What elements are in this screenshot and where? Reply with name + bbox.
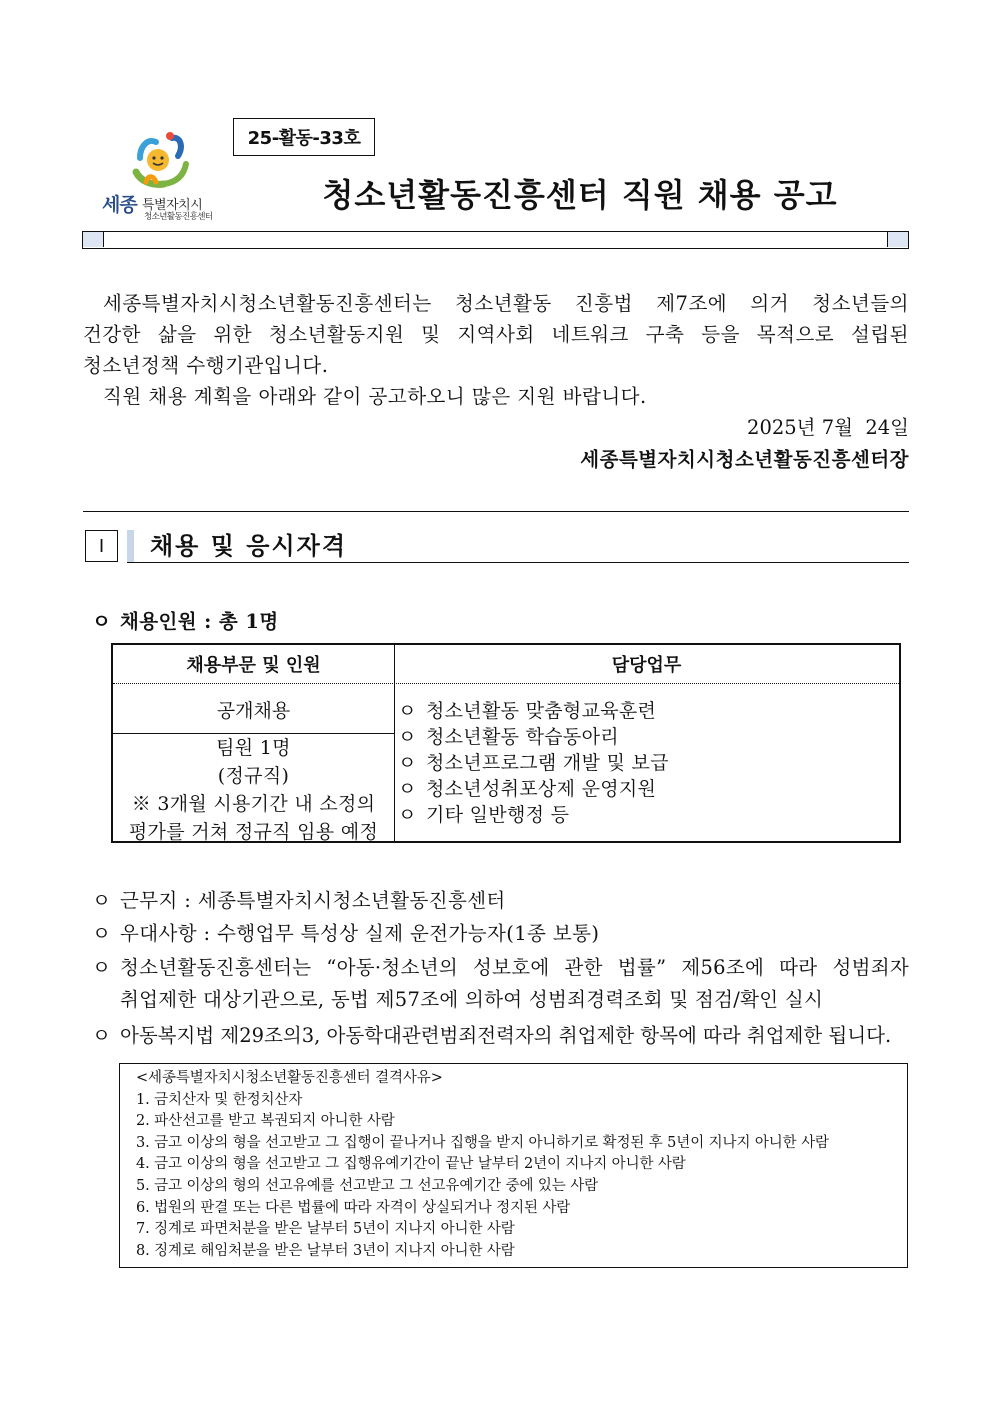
duty-item <box>398 698 669 724</box>
announcement-date: 2025년 7월 24일 <box>747 416 909 439</box>
section-underline <box>127 562 909 563</box>
disqualification-item: 4. 금고 이상의 형을 선고받고 그 집행유예기간이 끝난 날부터 2년이 지나지 아니한 사람 <box>136 1156 686 1173</box>
condition-text: 우대사항 : 수행업무 특성상 실제 운전가능자(1종 보통) <box>120 922 600 945</box>
sejong-emblem-icon <box>126 130 216 192</box>
duty-label: 청소년프로그램 개발 및 보급 <box>426 752 669 774</box>
bullet-icon: ㅇ <box>92 956 112 979</box>
condition-text: 취업제한 대상기관으로, 동법 제57조에 의하여 성범죄경력조회 및 점검/확인 실시 <box>120 988 824 1011</box>
headcount-label: 채용인원 : 총 1명 <box>120 610 279 633</box>
section-number: Ⅰ <box>85 530 118 562</box>
divider <box>83 511 909 512</box>
disqualification-item: 2. 파산선고를 받고 복권되지 아니한 사람 <box>136 1113 395 1130</box>
intro-line: 직원 채용 계획을 아래와 같이 공고하오니 많은 지원 바랍니다. <box>103 385 647 408</box>
condition-text: 청소년활동진흥센터는 “아동·청소년의 성보호에 관한 법률” 제56조에 따라 성범죄자 <box>120 956 909 979</box>
intro-line: 세종특별자치시청소년활동진흥센터는 청소년활동 진흥법 제7조에 의거 청소년들의 <box>103 292 909 315</box>
recruit-type-cell: 공개채용 <box>216 700 291 722</box>
position-line: ※ 3개월 시용기간 내 소정의 <box>131 793 376 815</box>
duties-cell <box>398 698 669 828</box>
condition-item <box>92 918 599 946</box>
disqualification-item: 5. 금고 이상의 형의 선고유예를 선고받고 그 선고유예기간 중에 있는 사람 <box>136 1177 599 1194</box>
bullet-icon: ㅇ <box>398 778 417 800</box>
document-number: 25-활동-33호 <box>233 118 375 156</box>
recruitment-table <box>111 643 901 843</box>
title-bar <box>82 231 909 249</box>
organization-logo <box>96 130 231 225</box>
condition-item <box>92 1020 891 1048</box>
disqualification-item: 7. 징계로 파면처분을 받은 날부터 5년이 지나지 아니한 사람 <box>136 1221 515 1238</box>
disqualification-item: 6. 법원의 판결 또는 다른 법률에 따라 자격이 상실되거나 정지된 사람 <box>136 1199 571 1216</box>
position-line: (정규직) <box>217 765 290 787</box>
bullet-icon: ㅇ <box>398 700 417 722</box>
disqualification-item: 3. 금고 이상의 형을 선고받고 그 집행이 끝나거나 집행을 받지 아니하기로 확정된 후 5년이 지나지 아니한 사람 <box>136 1134 829 1151</box>
condition-text: 아동복지법 제29조의3, 아동학대관련범죄전력자의 취업제한 항목에 따라 취업제한 됩니다. <box>120 1024 892 1047</box>
disqualification-item: 1. 금치산자 및 한정치산자 <box>136 1091 303 1108</box>
duty-label: 기타 일반행정 등 <box>426 804 570 826</box>
duty-label: 청소년활동 맞춤형교육훈련 <box>426 700 657 722</box>
condition-text: 근무지 : 세종특별자치시청소년활동진흥센터 <box>120 889 506 912</box>
position-cell <box>113 734 394 846</box>
page-title: 청소년활동진흥센터 직원 채용 공고 <box>322 176 838 214</box>
bullet-icon: ㅇ <box>92 1024 111 1047</box>
column-divider <box>394 645 395 841</box>
condition-item <box>92 952 909 1016</box>
organization-signature: 세종특별자치시청소년활동진흥센터장 <box>580 448 909 471</box>
position-line: 팀원 1명 <box>216 737 291 759</box>
disqualification-item: 8. 징계로 해임처분을 받은 날부터 3년이 지나지 아니한 사람 <box>136 1242 515 1259</box>
duty-item <box>398 724 669 750</box>
intro-line: 청소년정책 수행기관입니다. <box>83 354 329 377</box>
disqualification-title: <세종특별자치시청소년활동진흥센터 결격사유> <box>136 1070 443 1086</box>
intro-paragraph <box>83 288 909 412</box>
title-bar-left-square <box>83 232 104 247</box>
headcount-line <box>92 606 279 634</box>
bullet-icon: ㅇ <box>398 752 417 774</box>
section-title: 채용 및 응시자격 <box>150 532 347 560</box>
intro-line: 건강한 삶을 위한 청소년활동지원 및 지역사회 네트워크 구축 등을 목적으로 설립된 <box>83 323 909 346</box>
bullet-icon: ㅇ <box>92 922 112 945</box>
logo-region: 특별자치시 <box>142 198 203 213</box>
bullet-icon: ㅇ <box>92 610 112 633</box>
section-accent-bar <box>127 530 134 562</box>
duty-label: 청소년성취포상제 운영지원 <box>426 778 657 800</box>
bullet-icon: ㅇ <box>398 804 417 826</box>
bullet-icon: ㅇ <box>398 726 417 748</box>
condition-item <box>92 885 506 913</box>
table-header-cell: 담당업무 <box>611 655 682 676</box>
duty-item <box>398 776 669 802</box>
duty-item <box>398 802 669 828</box>
header-divider <box>113 683 899 684</box>
bullet-icon: ㅇ <box>92 889 112 912</box>
duty-label: 청소년활동 학습동아리 <box>426 726 619 748</box>
title-bar-right-square <box>887 232 908 247</box>
disqualification-box <box>119 1063 908 1268</box>
position-line: 평가를 거쳐 정규직 임용 예정 <box>128 821 379 843</box>
table-header-cell: 채용부문 및 인원 <box>186 655 321 676</box>
duty-item <box>398 750 669 776</box>
logo-org: 청소년활동진흥센터 <box>144 212 213 222</box>
logo-name: 세종 <box>102 194 137 216</box>
